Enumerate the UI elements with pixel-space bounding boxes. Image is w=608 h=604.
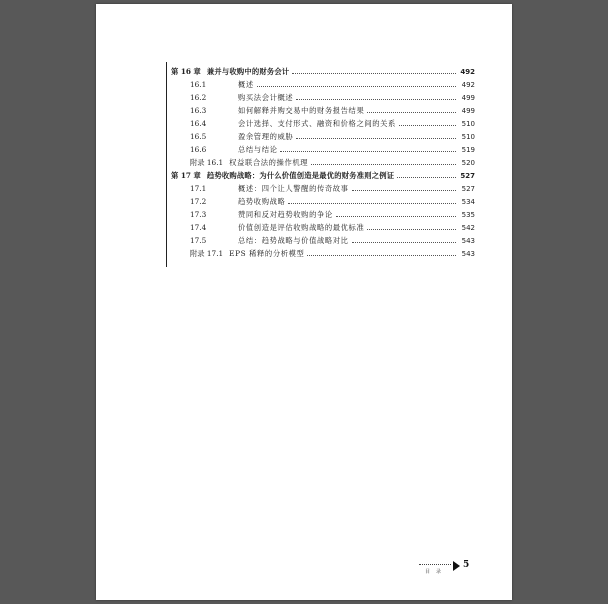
entry-number: 17.4 [190,223,207,232]
entry-title: 趋势收购战略：为什么价值创造是最优的财务准则之例证 [206,171,395,180]
dot-leader [399,125,456,126]
footer-rule [419,564,451,565]
toc-section-17-4[interactable] [167,222,475,234]
entry-title: EPS 稀释的分析模型 [229,249,305,258]
entry-page: 527 [461,185,475,193]
entry-number: 16.3 [190,106,207,115]
entry-number: 16.1 [190,80,207,89]
dot-leader [336,216,456,217]
entry-page: 519 [461,146,475,154]
entry-title: 盈余管理的威胁 [238,132,294,141]
footer-label: 目录 [425,569,448,575]
entry-title: 趋势收购战略 [238,197,286,206]
entry-title: 如何解释并购交易中的财务报告结果 [238,106,365,115]
entry-number: 16.5 [190,132,207,141]
entry-page: 543 [461,250,475,258]
dot-leader [311,164,456,165]
dot-leader [352,190,456,191]
entry-title: 概述：四个让人警醒的传奇故事 [238,184,349,193]
entry-title: 概述 [238,80,254,89]
entry-page: 499 [461,94,475,102]
toc-section-17-3[interactable] [167,209,475,221]
entry-number: 附录 17.1 [190,249,224,258]
entry-page: 527 [460,172,475,180]
dot-leader [367,229,456,230]
entry-number: 16.6 [190,145,207,154]
toc-section-16-2[interactable] [167,92,475,104]
toc-chapter-17[interactable] [167,170,475,182]
entry-number: 16.4 [190,119,207,128]
toc-section-17-1[interactable] [167,183,475,195]
dot-leader [288,203,456,204]
dot-leader [307,255,456,256]
entry-page: 534 [461,198,475,206]
dot-leader [367,112,456,113]
entry-number: 第 16 章 [171,67,201,76]
dot-leader [280,151,456,152]
entry-number: 16.2 [190,93,207,102]
entry-number: 17.1 [190,184,207,193]
entry-title: 总结：趋势战略与价值战略对比 [238,236,349,245]
entry-page: 543 [461,237,475,245]
entry-number: 17.5 [190,236,207,245]
dot-leader [352,242,456,243]
toc-section-16-5[interactable] [167,131,475,143]
toc-section-16-3[interactable] [167,105,475,117]
entry-page: 520 [461,159,475,167]
entry-title: 兼并与收购中的财务会计 [206,67,290,76]
entry-title: 权益联合法的操作机理 [229,158,309,167]
triangle-right-icon [453,561,460,571]
entry-page: 535 [461,211,475,219]
toc-section-16-4[interactable] [167,118,475,130]
entry-title: 购买法会计概述 [238,93,294,102]
entry-page: 510 [461,133,475,141]
dot-leader [292,73,456,74]
entry-page: 492 [460,68,475,76]
entry-title: 赞同和反对趋势收购的争论 [238,210,333,219]
table-of-contents [166,62,475,267]
entry-number: 17.3 [190,210,207,219]
dot-leader [257,86,456,87]
toc-appendix-17-1[interactable] [167,248,475,260]
toc-appendix-16-1[interactable] [167,157,475,169]
entry-page: 510 [461,120,475,128]
toc-section-17-2[interactable] [167,196,475,208]
dot-leader [296,138,456,139]
entry-page: 499 [461,107,475,115]
entry-page: 492 [461,81,475,89]
dot-leader [397,177,456,178]
toc-section-17-5[interactable] [167,235,475,247]
entry-number: 17.2 [190,197,207,206]
entry-number: 第 17 章 [171,171,201,180]
entry-page: 542 [461,224,475,232]
toc-section-16-1[interactable] [167,79,475,91]
page-footer [419,561,479,575]
entry-title: 价值创造是评估收购战略的最优标准 [238,223,365,232]
entry-title: 会计选择、支付形式、融资和价格之间的关系 [238,119,396,128]
toc-chapter-16[interactable] [167,66,475,78]
document-page [96,4,512,600]
entry-number: 附录 16.1 [190,158,224,167]
page-number: 5 [463,560,470,570]
toc-section-16-6[interactable] [167,144,475,156]
dot-leader [296,99,456,100]
entry-title: 总结与结论 [238,145,278,154]
